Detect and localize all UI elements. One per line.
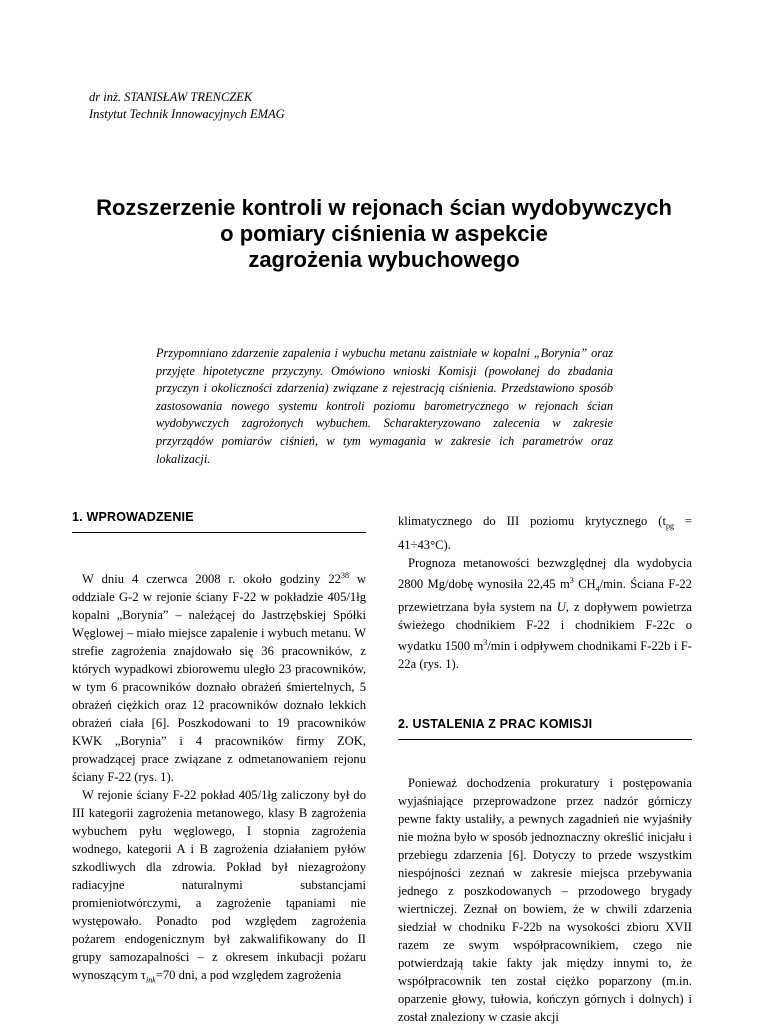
subscript: ink xyxy=(145,975,156,985)
right-column xyxy=(398,512,692,1026)
text-run: /min. Ściana F-22 przewietrzana była system na xyxy=(398,576,692,615)
title-line-2: o pomiary ciśnienia w aspekcie xyxy=(220,221,548,246)
paragraph xyxy=(398,512,692,554)
text-run: W rejonie ściany F-22 pokład 405/1łg zaliczony był do III kategorii zagrożenia metanowego, klasy B zagrożenia wybuchem pyłu węglowego, I stopnia zagrożenia wodnego, kategorii A i B zagrożenia działaniem pyłów szkodliwych dla zdrowia. Pokład był niezagrożony radiacyjne naturalnymi substancjami promieniotwórczymi, a zagrożenie tąpaniami nie występowało. Ponadto pod względem zagrożenia pożarem endogenicznym był zakwalifikowany do II grupy samozapalności – z okresem inkubacji pożaru wynoszącym τ xyxy=(72,788,366,983)
paragraph xyxy=(72,567,366,786)
text-run: klimatycznego do III poziomu krytycznego (t xyxy=(398,514,666,528)
author-name: dr inż. STANISŁAW TRENCZEK xyxy=(89,90,253,104)
text-run: =70 dni, a pod względem zagrożenia xyxy=(155,968,342,983)
text-run: = 41÷43°C). xyxy=(398,514,692,552)
superscript: 3 xyxy=(569,575,574,585)
text-run: w oddziale G-2 w rejonie ściany F-22 w pokładzie 405/1łg kopalni „Borynia” – należącej do Jastrzębskiej Spółki Węglowej – miało miejsce zapalenie i wybuch metanu. W strefie zagrożenia znajdowało się 36 pracowników, z których wypadkowi zbiorowemu uległo 23 pracowników, w tym 6 pracowników doznało obrażeń śmiertelnych, 5 obrażeń ciężkich oraz 12 pracowników doznało lekkich obrażeń ciała [6]. Poszkodowani to 19 pracowników KWK „Borynia” i 4 pracowników firmy ZOK, prowadzącej prace związane z odmetanowaniem rejonu ściany F-22 (rys. 1). xyxy=(72,572,366,785)
paper-title xyxy=(60,195,708,273)
abstract: Przypomniano zdarzenie zapalenia i wybuchu metanu zaistniałe w kopalni „Borynia” oraz przyjęte hipotetyczne przyczyny. Omówiono wnioski Komisji (powołanej do zbadania przyczyn i okoliczności zdarzenia) związane z rejestracją ciśnienia. Przedstawiono sposób zastosowania nowego systemu kontroli poziomu barometrycznego w rejonach ścian wydobywczych zagrożonych wybuchem. Scharakteryzowano zalecenia w zakresie przyrządów pomiarów ciśnień, w tym wymagania w zakresie ich parametrów oraz lokalizacji. xyxy=(156,346,613,466)
title-line-3: zagrożenia wybuchowego xyxy=(248,247,520,272)
paragraph: Ponieważ dochodzenia prokuratury i postępowania wyjaśniające przeprowadzone przez nadzór górniczy pewne fakty ustaliły, a pewnych zagadnień nie wyjaśniły nie można było w sposób jednoznaczny określić inicjału i przebiegu zdarzenia [6]. Dotyczy to przede wszystkim niespójności zeznań w zakresie miejsca przebywania jednego z poszkodowanych – przodowego brygady wiertniczej. Zeznał on bowiem, że w chwili zdarzenia siedział w chodniku F-22b na wysokości zbioru XVII razem ze swym współpracownikiem, czego nie potwierdzają takie fakty jak między innymi to, że współpracownik ten został ciężko poparzony (m.in. oparzenie głowy, tułowia, kończyn górnych i dolnych) i został znaleziony w czasie akcji xyxy=(398,776,692,1025)
subscript: 4 xyxy=(595,584,600,594)
section-heading-introduction: 1. WPROWADZENIE xyxy=(72,508,366,533)
text-run: /min i odpływem chodnikami F-22b i F-22a (rys. 1). xyxy=(398,639,692,672)
author-affiliation: Instytut Technik Innowacyjnych EMAG xyxy=(89,107,285,121)
author-block xyxy=(89,89,285,123)
superscript: 38 xyxy=(340,571,349,580)
paragraph xyxy=(72,786,366,990)
text-run: W dniu 4 czerwca 2008 r. około godziny 22 xyxy=(82,572,341,587)
section-heading-commission: 2. USTALENIA Z PRAC KOMISJI xyxy=(398,715,692,740)
subscript: pg xyxy=(665,521,674,531)
text-run: CH xyxy=(573,576,596,591)
left-column xyxy=(72,508,366,990)
paragraph xyxy=(398,554,692,674)
text-run: , z dopływem powietrza świeżego chodnikiem F-22 i chodnikiem F-22c o wydatku 1500 m xyxy=(398,600,692,654)
title-line-1: Rozszerzenie kontroli w rejonach ścian wydobywczych xyxy=(96,195,672,220)
text-run: Prognoza metanowości bezwzględnej dla wydobycia 2800 Mg/dobę wynosiła 22,45 m xyxy=(398,555,692,591)
italic-text: U xyxy=(556,600,566,615)
superscript: 3 xyxy=(483,638,488,648)
